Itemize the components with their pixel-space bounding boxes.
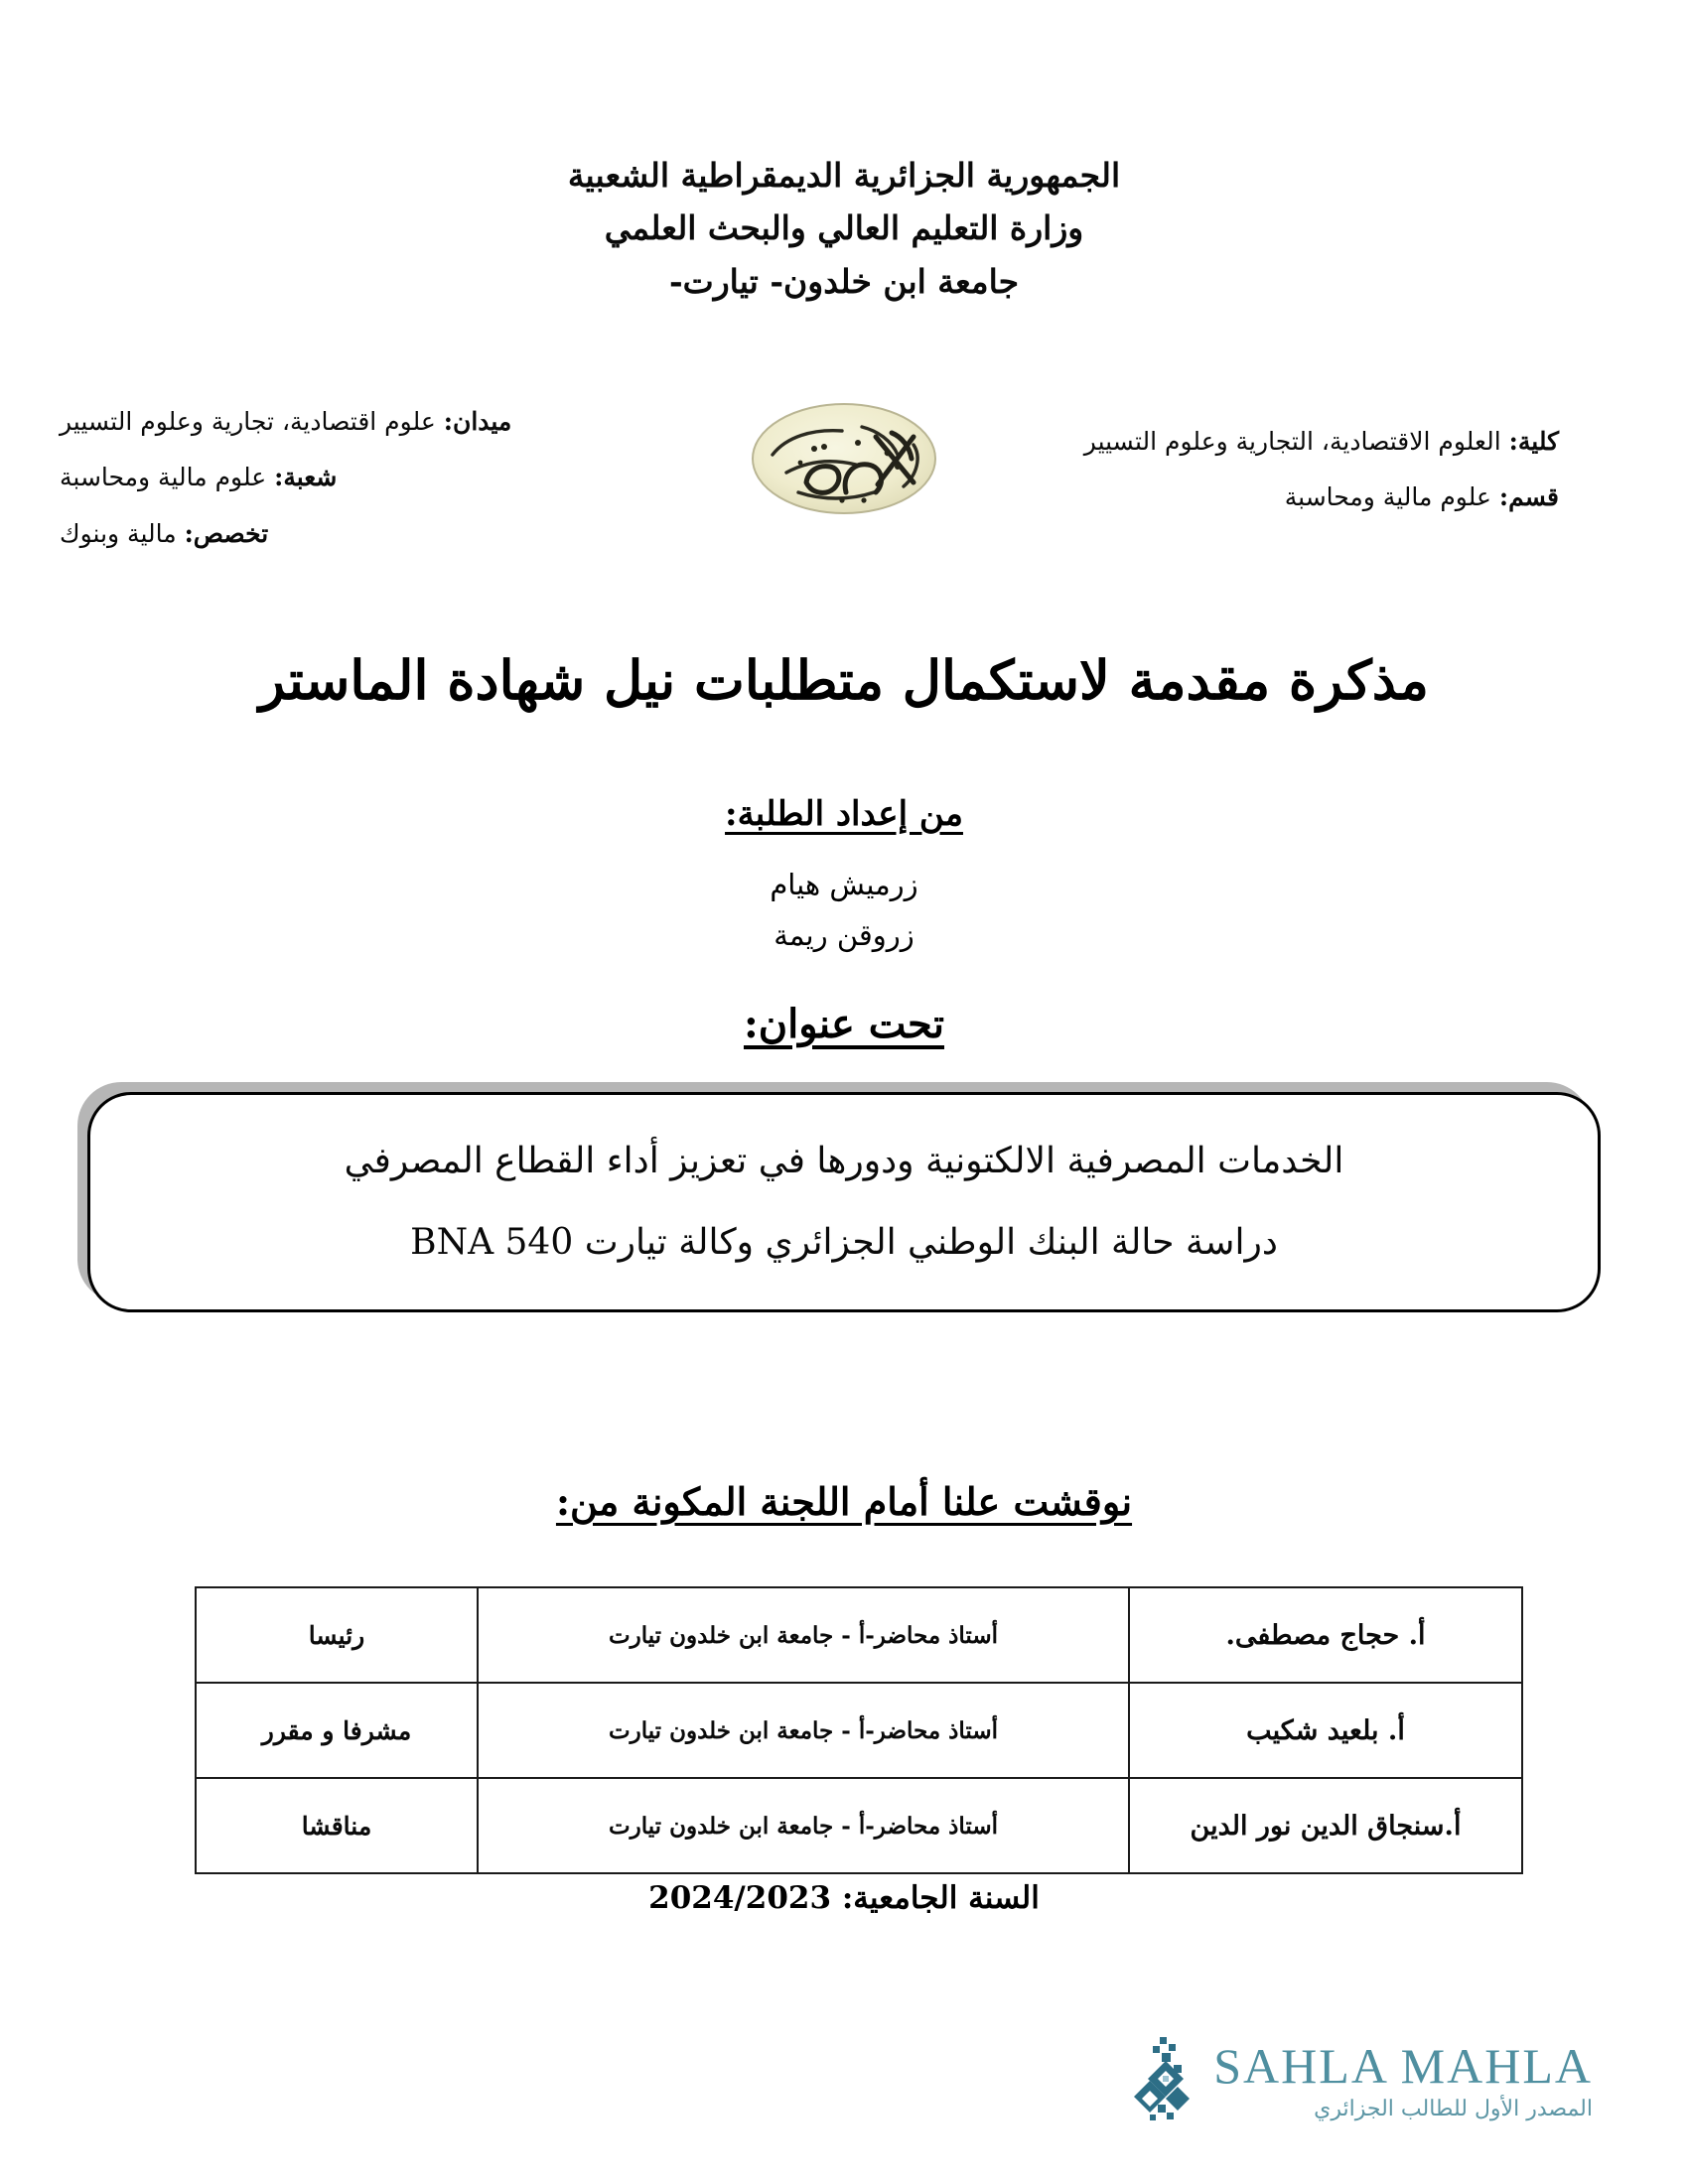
committee-member-role: مناقشا: [196, 1778, 478, 1873]
identity-strip: [0, 392, 1688, 581]
thesis-title-line-1: الخدمات المصرفية الالكتونية ودورها في تعزيز أداء القطاع المصرفي: [344, 1141, 1344, 1182]
student-name: زرميش هيام: [770, 868, 918, 901]
header-country-line: الجمهورية الجزائرية الديمقراطية الشعبية: [567, 156, 1121, 195]
university-seal-logo: [747, 397, 941, 520]
committee-member-rank: أستاذ محاضر-أ - جامعة ابن خلدون تيارت: [478, 1683, 1129, 1778]
header-ministry-line: وزارة التعليم العالي والبحث العلمي: [604, 208, 1084, 248]
speciality-label: تخصص:: [184, 518, 269, 548]
academic-year-value: 2024/2023: [648, 1880, 832, 1916]
students-section: [0, 794, 1688, 961]
speciality-value: مالية وبنوك: [60, 518, 177, 548]
header-university-line: جامعة ابن خلدون- تيارت-: [668, 261, 1020, 301]
thesis-title-box: [87, 1092, 1601, 1312]
brand-name: SAHLA MAHLA: [1213, 2038, 1593, 2094]
committee-member-rank: أستاذ محاضر-أ - جامعة ابن خلدون تيارت: [478, 1778, 1129, 1873]
committee-member-name: أ. بلعيد شكيب: [1129, 1683, 1522, 1778]
thesis-title-bank-code: BNA 540: [410, 1222, 574, 1263]
speciality-row: [60, 506, 675, 562]
sahla-mahla-diamond-icon: [1120, 2035, 1197, 2126]
committee-table: [195, 1586, 1523, 1874]
degree-statement: مذكرة مقدمة لاستكمال متطلبات نيل شهادة الماستر: [259, 648, 1429, 712]
department-row: [943, 470, 1559, 525]
domain-block: [60, 394, 675, 562]
committee-member-role: مشرفا و مقرر: [196, 1683, 478, 1778]
table-row: [196, 1778, 1522, 1873]
branch-value: علوم مالية ومحاسبة: [60, 463, 267, 492]
faculty-row: [943, 414, 1559, 470]
branch-label: شعبة:: [274, 463, 338, 492]
committee-member-role: رئيسا: [196, 1587, 478, 1683]
domain-label: ميدان:: [443, 407, 512, 436]
brand-tagline: المصدر الأول للطالب الجزائري: [1314, 2097, 1593, 2121]
student-name: زروقن ريمة: [774, 917, 914, 952]
department-value: علوم مالية ومحاسبة: [1284, 482, 1491, 512]
institution-header: [0, 149, 1688, 308]
branch-row: [60, 450, 675, 505]
sahla-mahla-text: [1213, 2038, 1593, 2121]
table-row: [196, 1683, 1522, 1778]
thesis-title-box-wrapper: [87, 1092, 1601, 1312]
thesis-title-case-study: دراسة حالة البنك الوطني الجزائري وكالة تيارت: [584, 1222, 1278, 1263]
academic-year: [0, 1880, 1688, 1916]
faculty-value: العلوم الاقتصادية، التجارية وعلوم التسيير: [1083, 427, 1501, 456]
committee-heading: نوقشت علنا أمام اللجنة المكونة من:: [555, 1479, 1133, 1524]
department-label: قسم:: [1498, 482, 1559, 512]
students-heading: من إعداد الطلبة:: [725, 794, 963, 834]
table-row: [196, 1587, 1522, 1683]
domain-row: [60, 394, 675, 450]
faculty-block: [943, 414, 1559, 526]
faculty-label: كلية:: [1508, 427, 1559, 456]
sahla-mahla-watermark: [1120, 2035, 1593, 2126]
committee-member-name: أ.سنجاق الدين نور الدين: [1129, 1778, 1522, 1873]
domain-value: علوم اقتصادية، تجارية وعلوم التسيير: [60, 407, 436, 436]
committee-member-name: أ. حجاج مصطفى.: [1129, 1587, 1522, 1683]
under-title-label: تحت عنوان:: [743, 1001, 944, 1047]
academic-year-label: السنة الجامعية:: [841, 1880, 1040, 1916]
thesis-title-line-2: [380, 1223, 1308, 1263]
committee-member-rank: أستاذ محاضر-أ - جامعة ابن خلدون تيارت: [478, 1587, 1129, 1683]
